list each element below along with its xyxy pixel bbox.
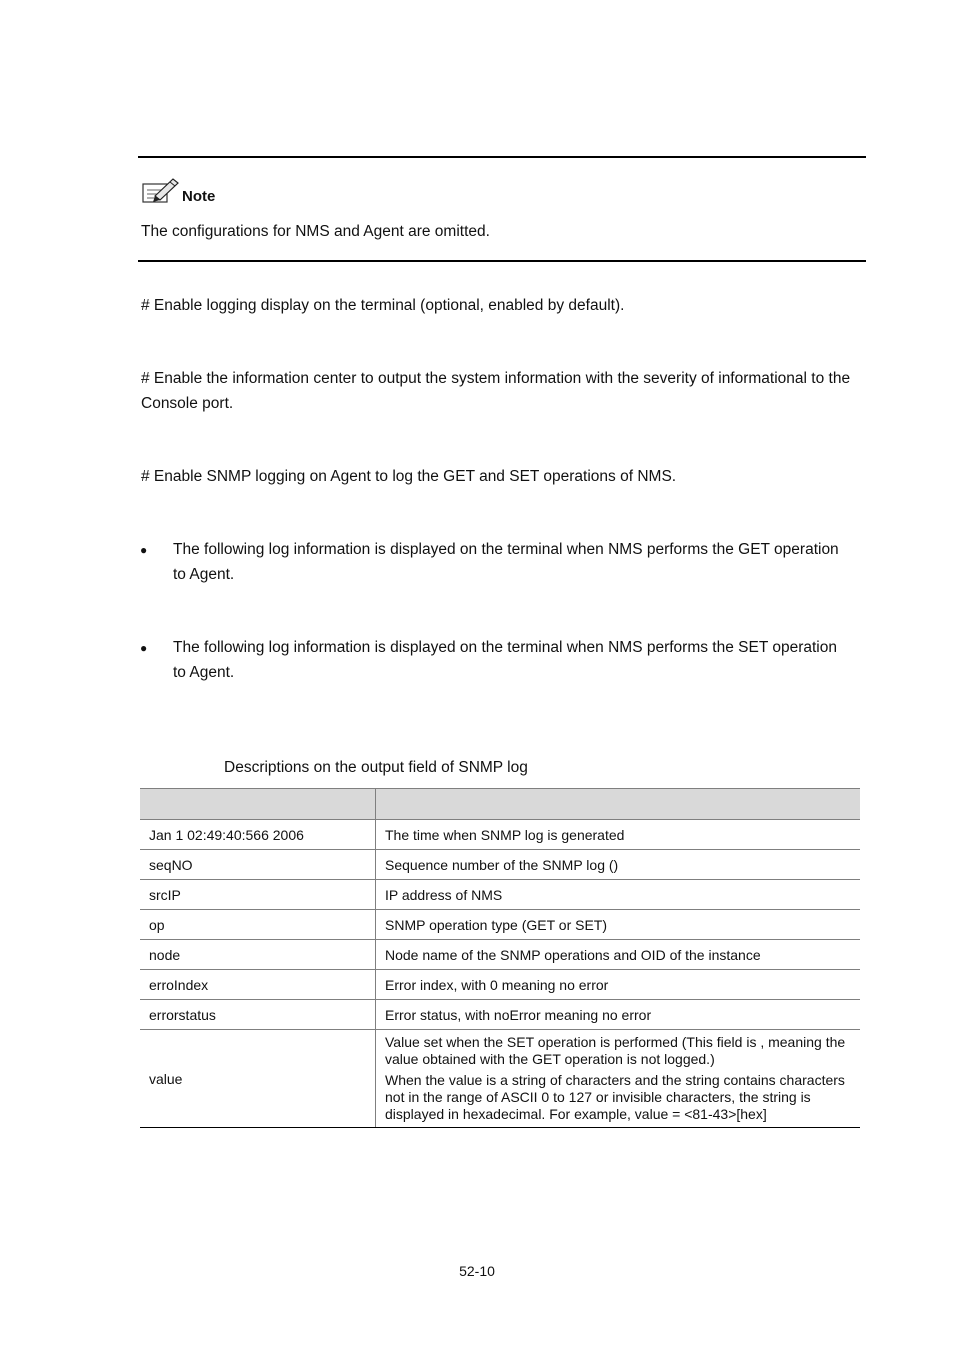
field-description: The time when SNMP log is generated	[376, 820, 861, 850]
field-description: Sequence number of the SNMP log ()	[376, 850, 861, 880]
field-name: value	[140, 1030, 376, 1128]
bullet-set-line1: The following log information is displayed on the terminal when NMS performs the SET operation	[173, 639, 837, 656]
field-description: Node name of the SNMP operations and OID of the instance	[376, 940, 861, 970]
note-label: Note	[182, 188, 216, 205]
page-number: 52-10	[459, 1263, 495, 1279]
note-pencil-icon	[141, 176, 181, 206]
table-row-value	[140, 1030, 860, 1128]
field-description: IP address of NMS	[376, 880, 861, 910]
table-row	[140, 940, 860, 970]
table-caption: Descriptions on the output field of SNMP log	[224, 759, 528, 776]
field-description	[376, 1030, 861, 1128]
header-description	[376, 789, 861, 820]
note-top-rule	[138, 156, 866, 158]
field-description: Error index, with 0 meaning no error	[376, 970, 861, 1000]
field-name: Jan 1 02:49:40:566 2006	[140, 820, 376, 850]
table-row	[140, 910, 860, 940]
step-enable-snmp-logging: # Enable SNMP logging on Agent to log the GET and SET operations of NMS.	[141, 468, 677, 485]
step-enable-info-center-line1: # Enable the information center to output the system information with the severity of informational to the	[141, 370, 851, 387]
table-row	[140, 820, 860, 850]
field-name: erroIndex	[140, 970, 376, 1000]
table-header-row	[140, 789, 860, 820]
table-row	[140, 970, 860, 1000]
bullet-dot-icon: ●	[140, 543, 148, 557]
field-name: seqNO	[140, 850, 376, 880]
field-name: errorstatus	[140, 1000, 376, 1030]
bullet-dot-icon: ●	[140, 641, 148, 655]
field-description: SNMP operation type (GET or SET)	[376, 910, 861, 940]
step-enable-info-center-line2: Console port.	[141, 395, 234, 412]
value-description-para-1: Value set when the SET operation is performed (This field is , meaning the value obtained with the GET operation is not logged.)	[385, 1034, 846, 1067]
note-bottom-rule	[138, 260, 866, 262]
snmp-log-fields-table	[140, 788, 860, 1128]
field-name: srcIP	[140, 880, 376, 910]
step-enable-logging-display: # Enable logging display on the terminal (optional, enabled by default).	[141, 297, 625, 314]
field-name: op	[140, 910, 376, 940]
bullet-get-line2: to Agent.	[173, 566, 235, 583]
value-description-para-2: When the value is a string of characters and the string contains characters not in the range of ASCII 0 to 127 or invisible characters, the string is displayed in hexadecimal. For example, value = <81-43>[hex]	[385, 1072, 845, 1122]
table-row	[140, 850, 860, 880]
bullet-set-line2: to Agent.	[173, 664, 235, 681]
header-field	[140, 789, 376, 820]
bullet-get-line1: The following log information is displayed on the terminal when NMS performs the GET operation	[173, 541, 839, 558]
table-row	[140, 1000, 860, 1030]
note-text: The configurations for NMS and Agent are omitted.	[141, 223, 490, 240]
field-name: node	[140, 940, 376, 970]
table-row	[140, 880, 860, 910]
field-description: Error status, with noError meaning no error	[376, 1000, 861, 1030]
